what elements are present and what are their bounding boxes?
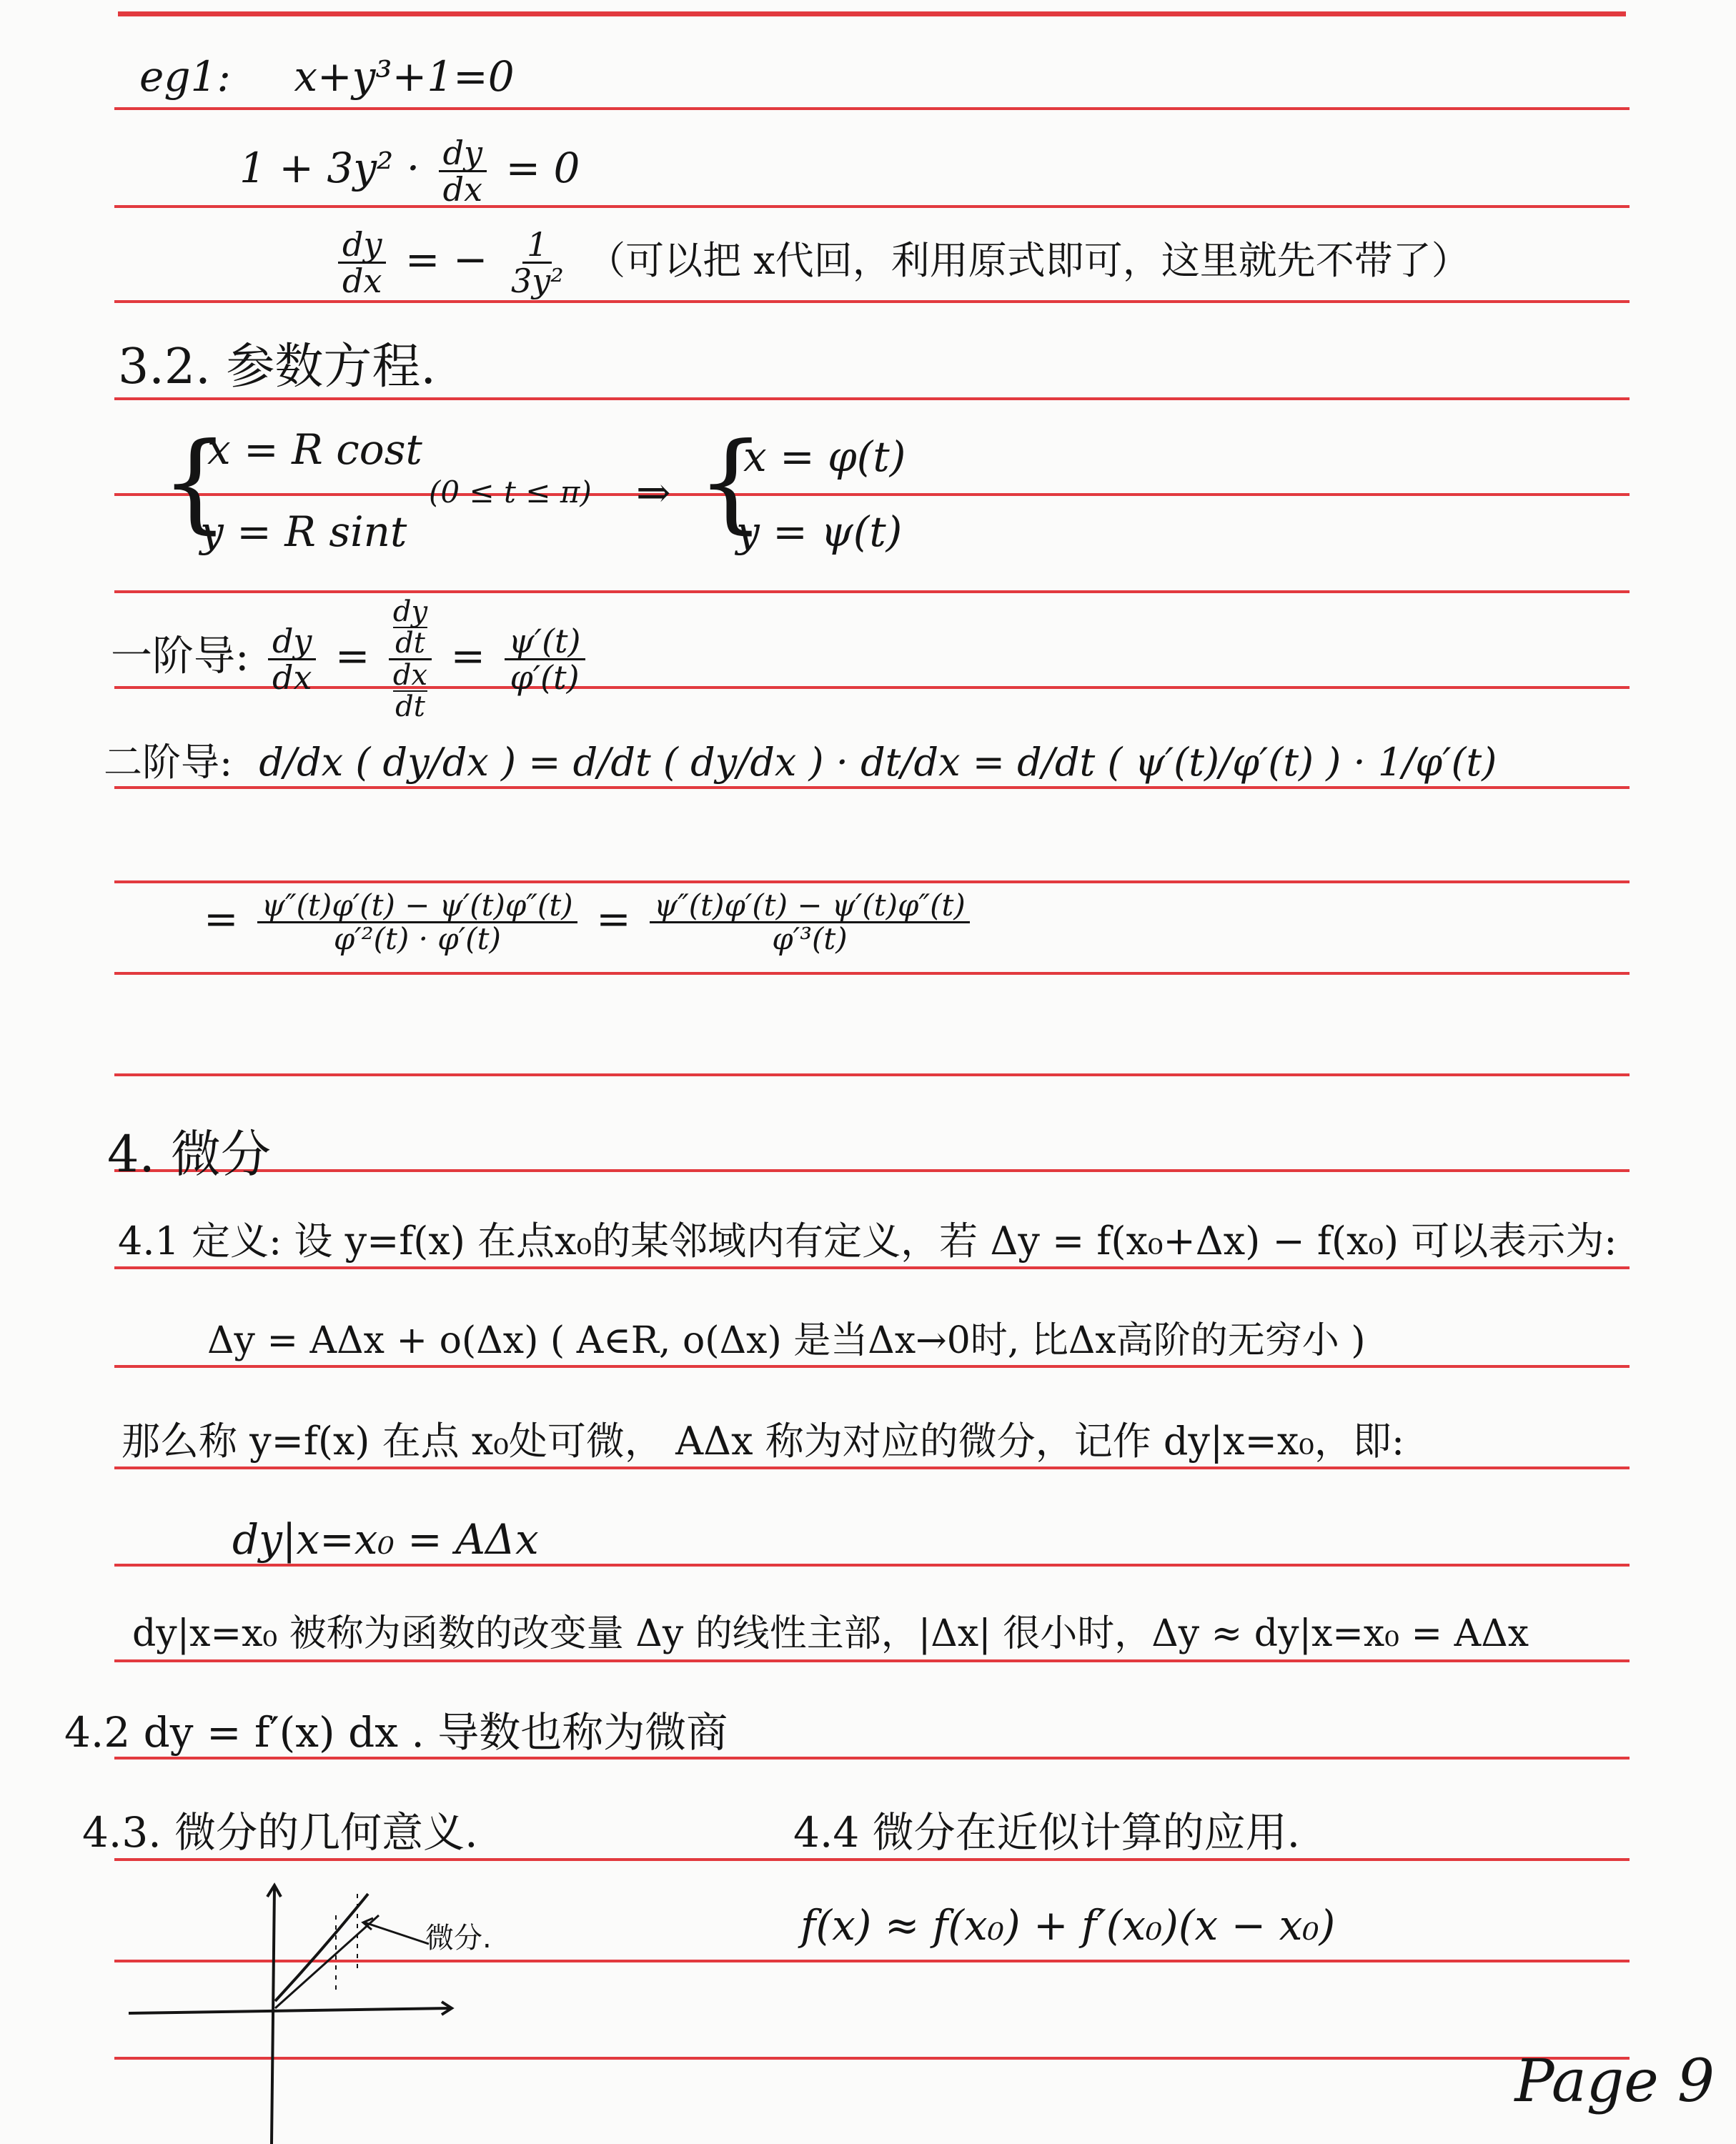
- fraction-numerator: dy: [268, 624, 316, 660]
- system1-x: x = R cost: [207, 425, 422, 474]
- x-axis: [129, 2008, 450, 2013]
- parameter-range: (0 ≤ t ≤ π): [429, 475, 592, 510]
- rule: [114, 1365, 1630, 1368]
- fraction-denominator: dx: [272, 658, 312, 697]
- definition-4-1: 4.1 定义: 设 y=f(x) 在点x₀的某邻域内有定义，若 Δy = f(x₀+Δx) − f(x₀) 可以表示为:: [118, 1219, 1617, 1264]
- differential-label: 微分.: [425, 1922, 492, 1955]
- page-number: Page 9: [1514, 2048, 1715, 2115]
- step2-fraction: [338, 227, 386, 299]
- pointer-line: [364, 1922, 429, 1944]
- eg1-equation: x+y³+1=0: [294, 52, 515, 101]
- fraction-numerator: ψ″(t)φ′(t) − ψ′(t)φ″(t): [650, 890, 970, 923]
- rule: [114, 300, 1630, 303]
- second-derivative-line1: d/dx ( dy/dx ) = d/dt ( dy/dx ) · dt/dx = d/dt ( ψ′(t)/φ′(t) ) · 1/φ′(t): [259, 740, 1497, 785]
- eg1-line: [139, 52, 515, 101]
- rule: [114, 1266, 1630, 1269]
- fraction-denominator: dx: [442, 170, 483, 209]
- y-axis: [272, 1887, 274, 2144]
- differentiable-statement: 那么称 y=f(x) 在点 x₀处可微， AΔx 称为对应的微分，记作 dy|x=x₀，即:: [121, 1419, 1405, 1464]
- rule: [114, 1858, 1630, 1861]
- step1-fraction: [439, 136, 487, 207]
- rule: [114, 590, 1630, 593]
- rule: [114, 107, 1630, 110]
- section-4-heading: 4. 微分: [107, 1125, 272, 1183]
- eg1-label: eg1:: [139, 52, 231, 101]
- curve: [275, 1894, 368, 2001]
- left-brace: {: [161, 420, 229, 545]
- fraction-numerator: dy: [338, 227, 386, 264]
- system1-y: y = R sint: [200, 507, 407, 556]
- compound-denominator: [389, 660, 432, 722]
- rule: [114, 1169, 1630, 1172]
- inner-num: dx: [392, 659, 428, 692]
- first-derivative: [111, 597, 591, 722]
- top-rule: [118, 11, 1626, 16]
- fraction-numerator: 1: [522, 227, 552, 264]
- equals: =: [450, 631, 486, 680]
- eg1-step2: [332, 227, 1470, 299]
- section-4-4-heading: 4.4 微分在近似计算的应用.: [793, 1808, 1301, 1857]
- lhs-fraction: [268, 621, 316, 697]
- left-brace-2: {: [697, 420, 765, 545]
- rule: [114, 1466, 1630, 1469]
- second-derivative-result: = $\frac{\psi''(t)\varphi'(t) - \psi'(t)\varphi''(t)}{\text{φ′²(t) · φ′(t)}}$ = $\frac{\psi''(t)\varphi'(t) - \psi'(t)\varphi''(t)}{\text{φ′³(t)}}$: [204, 890, 976, 955]
- rhs-fraction: [505, 621, 585, 697]
- result-fraction-1: [257, 890, 577, 955]
- equals: =: [334, 631, 370, 680]
- second-derivative-label: 二阶导:: [104, 740, 233, 785]
- result-fraction-2: [650, 890, 970, 955]
- first-derivative-label: 一阶导:: [111, 631, 249, 680]
- fraction-numerator: ψ″(t)φ′(t) − ψ′(t)φ″(t): [257, 890, 577, 923]
- step2-equals: = −: [405, 234, 488, 284]
- inner-den: dt: [395, 627, 425, 660]
- second-derivative: [104, 740, 1497, 785]
- step2-note: （可以把 x代回，利用原式即可，这里就先不带了）: [587, 237, 1470, 283]
- section-4-3-heading: 4.3. 微分的几何意义.: [82, 1808, 478, 1857]
- rule: [114, 1073, 1630, 1076]
- step1-prefix: 1 + 3y² ·: [239, 143, 420, 192]
- inner-den: dt: [395, 690, 425, 723]
- rule: [114, 493, 1630, 496]
- compound-fraction: [389, 597, 432, 722]
- fraction-denominator: dx: [342, 262, 382, 301]
- fraction-denominator: φ′²(t) · φ′(t): [333, 921, 501, 957]
- system2-y: y = ψ(t): [736, 507, 903, 556]
- fraction-denominator: φ′³(t): [772, 921, 848, 957]
- fraction-numerator: dy: [439, 136, 487, 172]
- step2-rhs-fraction: [507, 227, 568, 299]
- section-4-2: 4.2 dy = f′(x) dx . 导数也称为微商: [64, 1708, 728, 1757]
- rule: [114, 397, 1630, 400]
- fraction-denominator: 3y²: [510, 262, 564, 301]
- fraction-denominator: φ′(t): [510, 658, 580, 697]
- rule: [114, 1659, 1630, 1662]
- compound-numerator: [389, 597, 432, 660]
- section-3-2-heading: 3.2. 参数方程.: [118, 339, 436, 395]
- inner-num: dy: [392, 595, 428, 628]
- rule: [114, 1757, 1630, 1760]
- rule: [114, 972, 1630, 975]
- dy-equation: dy|x=x₀ = AΔx: [232, 1515, 539, 1564]
- implies-arrow: ⇒: [636, 468, 671, 517]
- approximation-formula: f(x) ≈ f(x₀) + f′(x₀)(x − x₀): [800, 1901, 1336, 1950]
- eg1-step1: [239, 136, 580, 207]
- fraction-numerator: ψ′(t): [505, 624, 585, 660]
- delta-y-expression: Δy = AΔx + o(Δx) ( A∈R, o(Δx) 是当Δx→0时, 比Δx高阶的无穷小 ): [207, 1319, 1366, 1362]
- rule: [114, 1564, 1630, 1567]
- rule: [114, 786, 1630, 789]
- step1-suffix: = 0: [505, 143, 580, 192]
- system2-x: x = φ(t): [743, 432, 906, 481]
- rule: [114, 880, 1630, 883]
- differential-geometry-sketch: [121, 1872, 522, 2144]
- linear-principal-part: dy|x=x₀ 被称为函数的改变量 Δy 的线性主部，|Δx| 很小时，Δy ≈ dy|x=x₀ = AΔx: [132, 1612, 1529, 1655]
- tangent-line: [275, 1915, 379, 2008]
